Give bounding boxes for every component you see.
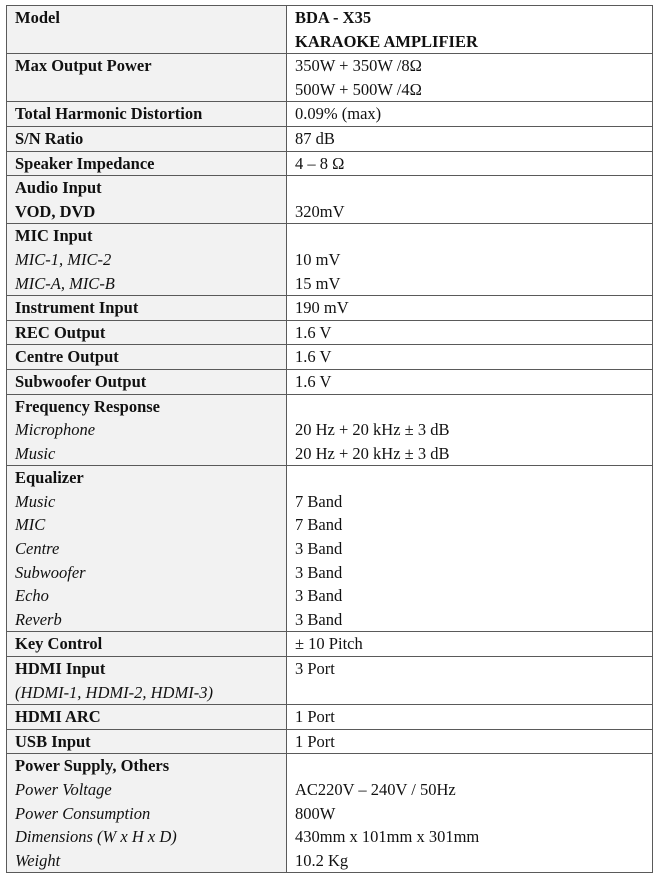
spec-value-cell	[287, 754, 653, 873]
spec-value-line: 500W + 500W /4Ω	[295, 79, 422, 99]
spec-label-line: Frequency Response	[15, 396, 160, 416]
spec-label-cell	[7, 632, 287, 657]
spec-label-line: Instrument Input	[15, 298, 139, 318]
spec-label-line: Audio Input	[15, 178, 102, 198]
spec-label-line: Subwoofer Output	[15, 371, 147, 391]
spec-label-cell	[7, 102, 287, 127]
spec-value-line: 320mV	[295, 201, 345, 221]
spec-label-line: S/N Ratio	[15, 128, 84, 148]
spec-value-line	[295, 176, 644, 200]
spec-label-line: MIC-1, MIC-2	[15, 249, 112, 269]
spec-label-line: HDMI Input	[15, 659, 106, 679]
spec-label-line: Speaker Impedance	[15, 153, 155, 173]
spec-label-cell	[7, 320, 287, 345]
spec-label-cell	[7, 705, 287, 730]
spec-value-line: KARAOKE AMPLIFIER	[295, 31, 478, 51]
spec-value-cell	[287, 126, 653, 151]
spec-value-line: 1 Port	[295, 707, 335, 727]
spec-row	[7, 705, 653, 730]
spec-label-line: Microphone	[15, 420, 96, 440]
spec-label-line: Subwoofer	[15, 562, 86, 582]
spec-value-cell	[287, 151, 653, 176]
spec-label-cell	[7, 224, 287, 296]
spec-value-cell	[287, 54, 653, 102]
spec-value-line: 350W + 350W /8Ω	[295, 56, 422, 76]
spec-value-line: 20 Hz + 20 kHz ± 3 dB	[295, 443, 450, 463]
spec-value-line: 10.2 Kg	[295, 850, 349, 870]
spec-label-cell	[7, 176, 287, 224]
spec-label-cell	[7, 466, 287, 632]
spec-label-line: MIC Input	[15, 226, 93, 246]
spec-label-line: Total Harmonic Distortion	[15, 104, 203, 124]
spec-value-line: 7 Band	[295, 515, 343, 535]
spec-row	[7, 466, 653, 632]
spec-label-line: Model	[15, 8, 60, 27]
spec-value-cell	[287, 176, 653, 224]
spec-label-line: Dimensions (W x H x D)	[15, 827, 177, 847]
spec-value-line: 4 – 8 Ω	[295, 153, 345, 173]
spec-label-cell	[7, 126, 287, 151]
spec-value-line	[295, 395, 644, 419]
spec-row	[7, 126, 653, 151]
spec-value-line: 15 mV	[295, 273, 341, 293]
spec-row	[7, 394, 653, 466]
spec-label-line: Music	[15, 491, 56, 511]
spec-label-line: (HDMI-1, HDMI-2, HDMI-3)	[15, 682, 213, 702]
spec-row	[7, 345, 653, 370]
spec-row	[7, 320, 653, 345]
spec-value-line: 1 Port	[295, 731, 335, 751]
spec-value-line: 3 Band	[295, 609, 343, 629]
spec-label-cell	[7, 754, 287, 873]
spec-row	[7, 369, 653, 394]
spec-value-cell	[287, 224, 653, 296]
spec-value-cell	[287, 632, 653, 657]
spec-value-line: 10 mV	[295, 249, 341, 269]
spec-label-line: MIC-A, MIC-B	[15, 273, 115, 293]
spec-label-cell	[7, 657, 287, 705]
spec-value-line: AC220V – 240V / 50Hz	[295, 780, 456, 799]
spec-value-cell	[287, 102, 653, 127]
spec-value-cell	[287, 657, 653, 705]
spec-value-cell	[287, 369, 653, 394]
spec-value-line: 3 Band	[295, 539, 343, 559]
spec-value-line: ± 10 Pitch	[295, 634, 363, 654]
spec-value-cell	[287, 729, 653, 754]
spec-row	[7, 754, 653, 873]
spec-row	[7, 632, 653, 657]
spec-value-line: 3 Port	[295, 659, 335, 679]
spec-row	[7, 176, 653, 224]
spec-label-line: Music	[15, 443, 56, 463]
spec-label-line: Equalizer	[15, 468, 84, 488]
spec-value-line: 0.09% (max)	[295, 104, 382, 124]
spec-label-line: Power Voltage	[15, 780, 112, 799]
spec-value-cell	[287, 296, 653, 321]
spec-label-cell	[7, 54, 287, 102]
spec-label-cell	[7, 6, 287, 54]
spec-value-line: 430mm x 101mm x 301mm	[295, 827, 480, 847]
spec-label-line: Key Control	[15, 634, 103, 654]
spec-value-line: 3 Band	[295, 562, 343, 582]
spec-label-line: USB Input	[15, 731, 91, 751]
spec-row	[7, 657, 653, 705]
spec-value-cell	[287, 6, 653, 54]
spec-label-cell	[7, 345, 287, 370]
spec-label-line: Power Supply, Others	[15, 756, 170, 776]
spec-row	[7, 224, 653, 296]
spec-value-line: 1.6 V	[295, 347, 332, 367]
spec-label-cell	[7, 729, 287, 754]
spec-row	[7, 729, 653, 754]
spec-value-line: 1.6 V	[295, 371, 332, 391]
spec-label-line: Power Consumption	[15, 803, 151, 823]
spec-label-line: Centre Output	[15, 347, 119, 367]
spec-value-line: 1.6 V	[295, 322, 332, 342]
spec-value-line	[295, 754, 644, 778]
spec-value-cell	[287, 705, 653, 730]
spec-row	[7, 54, 653, 102]
spec-value-line: 190 mV	[295, 298, 349, 318]
spec-value-line: 800W	[295, 803, 336, 823]
spec-value-cell	[287, 345, 653, 370]
spec-value-line	[295, 224, 644, 248]
spec-value-line	[295, 681, 644, 705]
spec-value-line: 3 Band	[295, 586, 343, 606]
spec-value-cell	[287, 466, 653, 632]
spec-row	[7, 102, 653, 127]
spec-value-cell	[287, 320, 653, 345]
spec-row	[7, 6, 653, 54]
spec-label-cell	[7, 369, 287, 394]
spec-label-cell	[7, 151, 287, 176]
spec-table-body	[7, 6, 653, 873]
spec-table	[6, 5, 653, 873]
spec-label-cell	[7, 296, 287, 321]
spec-label-line: MIC	[15, 515, 46, 535]
spec-label-line: HDMI ARC	[15, 707, 101, 727]
spec-label-line: Reverb	[15, 609, 62, 629]
spec-label-line: REC Output	[15, 322, 106, 342]
spec-value-cell	[287, 394, 653, 466]
spec-value-line: 20 Hz + 20 kHz ± 3 dB	[295, 420, 450, 440]
spec-value-line: 7 Band	[295, 491, 343, 511]
spec-value-line: 87 dB	[295, 128, 335, 148]
spec-label-line: Echo	[15, 586, 49, 606]
spec-row	[7, 296, 653, 321]
spec-label-line: Centre	[15, 539, 60, 559]
spec-label-cell	[7, 394, 287, 466]
spec-value-line	[295, 466, 644, 490]
spec-value-line: BDA - X35	[295, 8, 372, 27]
spec-label-line: Max Output Power	[15, 56, 152, 76]
spec-row	[7, 151, 653, 176]
spec-label-line: Weight	[15, 850, 61, 870]
spec-label-line: VOD, DVD	[15, 201, 96, 221]
